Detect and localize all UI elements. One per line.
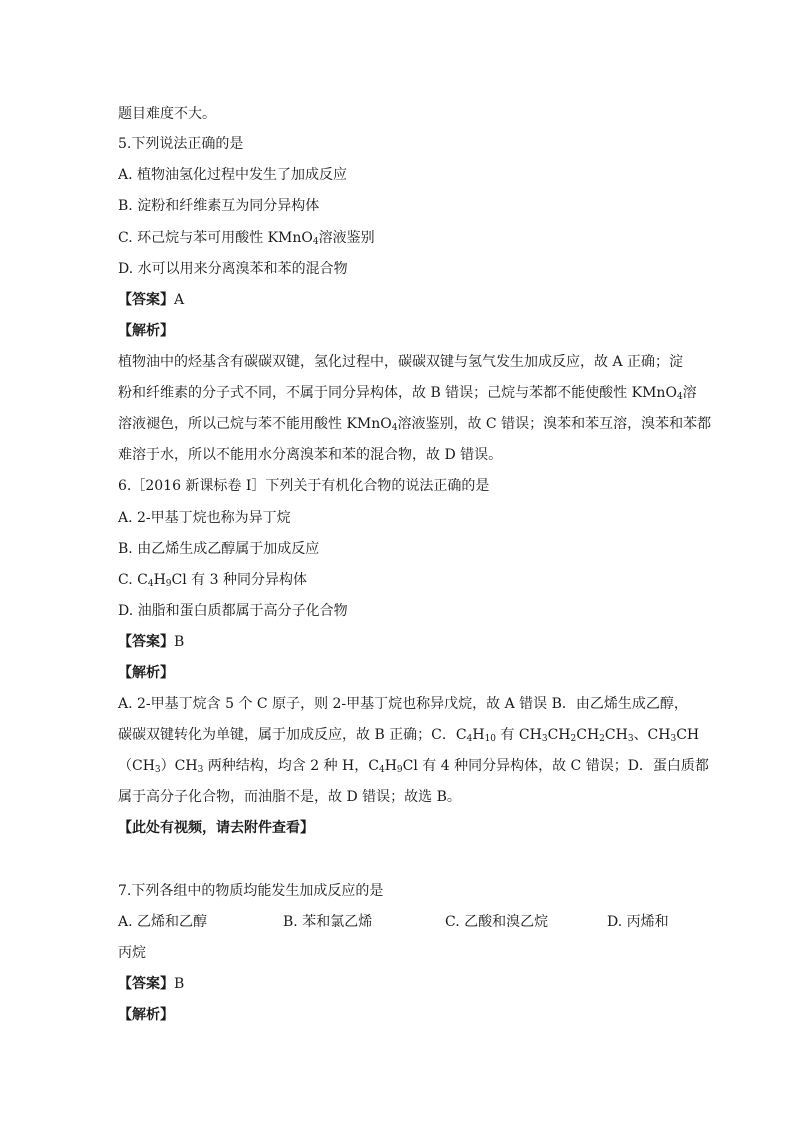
q6-a2-h: H (472, 727, 485, 743)
q6-a3-b: ）CH (160, 758, 198, 774)
q5-option-c-tail: 溶液鉴别 (318, 230, 375, 246)
q6-a2-sub1: 4 (466, 734, 473, 744)
q6-analysis-line-3 (118, 756, 709, 776)
q6-a2-sub6: 3 (627, 734, 634, 744)
q5-option-c (118, 228, 678, 248)
q7-analysis-tag: 【解析】 (118, 1007, 174, 1023)
q7-answer (118, 974, 678, 994)
q6-a3-h: H (384, 758, 397, 774)
q5-answer-value: A (174, 292, 185, 308)
q5-option-d: D. 水可以用来分离溴苯和苯的混合物 (118, 261, 348, 277)
q6-answer-value: B (174, 634, 185, 650)
q6-a3-mid: 两种结构，均含 2 种 H，C (203, 758, 379, 774)
q6-option-c-sub1: 4 (147, 579, 154, 589)
q7-option-d: D. 丙烯和 (607, 914, 669, 930)
q5-answer (118, 290, 678, 310)
q6-analysis-line-1: A. 2-甲基丁烷含 5 个 C 原子，则 2-甲基丁烷也称异戊烷，故 A 错误 B．由乙烯生成乙醇， (118, 696, 688, 712)
q6-option-c-post: Cl 有 3 种同分异构体 (171, 572, 307, 588)
q5-option-b: B. 淀粉和纤维素互为同分异构体 (118, 198, 320, 214)
q5-analysis-line-3-tail: 溶液鉴别，故 C 错误；溴苯和苯互溶，溴苯和苯都 (397, 416, 712, 432)
q6-a3-sub1: 3 (154, 765, 161, 775)
q5-analysis-line-3-text: 溶液褪色，所以己烷与苯不能用酸性 KMnO (118, 416, 392, 432)
q6-option-c (118, 570, 678, 590)
q6-a2-ch3: CH (604, 727, 628, 743)
q5-answer-tag: 【答案】 (118, 292, 174, 308)
q7-stem: 7.下列各组中的物质均能发生加成反应的是 (118, 883, 384, 899)
q6-a2-sub3: 3 (541, 734, 548, 744)
q6-a2-sub7: 3 (670, 734, 677, 744)
q6-a2-mid: 有 CH (496, 727, 542, 743)
q5-analysis-line-2 (118, 383, 697, 403)
q6-a2-ch: CH (676, 727, 700, 743)
q7-option-b: B. 苯和氯乙烯 (283, 914, 373, 930)
q6-a3-pre: （CH (118, 758, 155, 774)
q6-option-c-h: H (153, 572, 166, 588)
q5-analysis-line-2-text: 粉和纤维素的分子式不同，不属于同分异构体，故 B 错误；己烷与苯都不能使酸性 KMnO (118, 385, 677, 401)
q7-option-c: C. 乙酸和溴乙烷 (445, 914, 549, 930)
q6-a3-post: Cl 有 4 种同分异构体，故 C 错误；D．蛋白质都 (402, 758, 709, 774)
q6-option-b: B. 由乙烯生成乙醇属于加成反应 (118, 541, 320, 557)
q6-answer (118, 632, 678, 652)
q7-answer-tag: 【答案】 (118, 976, 174, 992)
q6-a3-sub2: 3 (197, 765, 204, 775)
q6-analysis-line-4: 属于高分子化合物，而油脂不是，故 D 错误；故选 B。 (118, 789, 461, 805)
q6-option-d: D. 油脂和蛋白质都属于高分子化合物 (118, 603, 348, 619)
q6-answer-tag: 【答案】 (118, 634, 174, 650)
q7-answer-value: B (174, 976, 185, 992)
q5-analysis-line-1: 植物油中的烃基含有碳碳双键，氢化过程中，碳碳双键与氢气发生加成反应，故 A 正确；淀 (118, 354, 684, 370)
q5-analysis-tag: 【解析】 (118, 323, 174, 339)
q6-a2-pre: 碳碳双键转化为单键，属于加成反应，故 B 正确；C．C (118, 727, 467, 743)
q6-option-c-pre: C. C (118, 572, 148, 588)
q6-a2-sub2: 10 (484, 734, 497, 744)
q7-option-d-wrap: 丙烷 (118, 945, 146, 961)
video-attachment-note: 【此处有视频，请去附件查看】 (118, 820, 314, 836)
q6-a2-sub4: 2 (570, 734, 577, 744)
q6-stem: 6.［2016 新课标卷 I］下列关于有机化合物的说法正确的是 (118, 478, 490, 494)
q6-option-a: A. 2-甲基丁烷也称为异丁烷 (118, 510, 291, 526)
q5-option-c-sub: 4 (312, 237, 319, 247)
q5-analysis-line-3-sub: 4 (391, 423, 398, 433)
q6-a3-sub3: 4 (378, 765, 385, 775)
q6-analysis-line-2 (118, 725, 700, 745)
q6-a2-sub5: 2 (599, 734, 605, 744)
q6-a2-end: 、CH (633, 727, 671, 743)
q5-option-c-text: C. 环己烷与苯可用酸性 KMnO (118, 230, 313, 246)
q7-option-a: A. 乙烯和乙醇 (118, 914, 208, 930)
q6-option-c-sub2: 9 (165, 579, 172, 589)
q6-a2-ch2a: CH (547, 727, 571, 743)
q5-analysis-line-3 (118, 414, 712, 434)
q5-analysis-line-2-sub: 4 (676, 392, 683, 402)
q5-analysis-line-2-tail: 溶 (682, 385, 697, 401)
q6-a3-sub4: 9 (396, 765, 403, 775)
q6-a2-ch2b: CH (576, 727, 600, 743)
q5-option-a: A. 植物油氢化过程中发生了加成反应 (118, 167, 348, 183)
q5-analysis-line-4: 难溶于水，所以不能用水分离溴苯和苯的混合物，故 D 错误。 (118, 447, 503, 463)
previous-analysis-tail: 题目难度不大。 (118, 106, 216, 122)
q5-stem: 5.下列说法正确的是 (118, 136, 244, 152)
q6-analysis-tag: 【解析】 (118, 665, 174, 681)
